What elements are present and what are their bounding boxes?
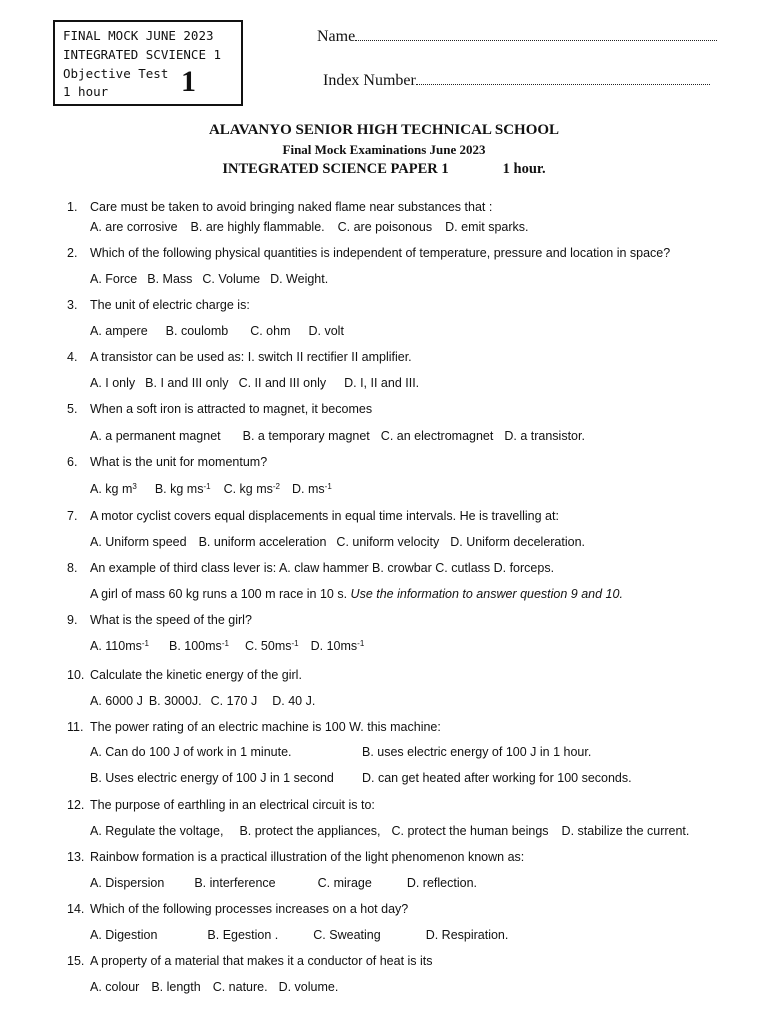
duration-label: 1 hour [63, 84, 109, 99]
question-number: 11. [67, 720, 84, 734]
option[interactable]: D. volt [308, 324, 344, 338]
answer-options [90, 271, 328, 287]
question-item [67, 199, 492, 215]
option[interactable] [224, 481, 280, 497]
option[interactable]: B. Uses electric energy of 100 J in 1 second [90, 771, 334, 785]
option-exponent: -1 [141, 639, 149, 648]
answer-options [90, 744, 591, 760]
option[interactable] [311, 638, 365, 654]
answer-options [90, 823, 689, 839]
question-text: The unit of electric charge is: [90, 298, 250, 312]
question-item [67, 953, 433, 969]
question-text: A transistor can be used as: I. switch II rectifier II amplifier. [90, 350, 412, 364]
option[interactable] [155, 481, 211, 497]
answer-options [90, 875, 477, 891]
option[interactable]: A. Regulate the voltage, [90, 824, 224, 838]
option[interactable]: A. Digestion [90, 928, 158, 942]
option[interactable] [292, 481, 332, 497]
question-item [67, 401, 372, 417]
question-number: 12. [67, 798, 85, 812]
option-text: A. 110ms [90, 639, 142, 653]
question-number: 7. [67, 509, 78, 523]
option[interactable]: A. ampere [90, 324, 148, 338]
option[interactable] [245, 638, 299, 654]
option[interactable]: D. stabilize the current. [561, 824, 690, 838]
option[interactable] [169, 638, 229, 654]
question-number: 5. [67, 402, 78, 416]
index-number-label: Index Number [323, 72, 416, 89]
question-number: 13. [67, 850, 85, 864]
option[interactable]: C. II and III only [238, 376, 327, 390]
question-number: 10. [67, 668, 85, 682]
option[interactable]: A. Can do 100 J of work in 1 minute. [90, 745, 292, 759]
test-type-label: Objective Test [63, 66, 169, 81]
option[interactable]: B. interference [194, 876, 276, 890]
option[interactable]: A. 6000 J [90, 694, 143, 708]
question-item [67, 797, 375, 813]
question-number: 3. [67, 298, 78, 312]
name-dotted-line [355, 26, 717, 41]
answer-options [90, 375, 419, 391]
question-number: 6. [67, 455, 78, 469]
option[interactable]: C. Sweating [313, 928, 381, 942]
option[interactable]: B. length [151, 980, 201, 994]
question-item [67, 297, 250, 313]
info-note [90, 586, 623, 602]
option[interactable] [90, 481, 137, 497]
option[interactable]: D. 40 J. [272, 694, 316, 708]
question-item [67, 719, 441, 735]
option[interactable]: B. coulomb [165, 324, 229, 338]
option[interactable]: C. are poisonous [337, 220, 433, 234]
option[interactable]: A. Uniform speed [90, 535, 187, 549]
answer-options [90, 428, 585, 444]
question-text: Care must be taken to avoid bringing naked flame near substances that : [90, 200, 493, 214]
option[interactable]: B. 3000J. [148, 694, 202, 708]
question-text: The purpose of earthling in an electrical circuit is to: [90, 798, 375, 812]
option-exponent: 3 [132, 482, 137, 491]
question-number: 1. [67, 200, 78, 214]
answer-options [90, 481, 332, 497]
option[interactable]: D. reflection. [406, 876, 477, 890]
question-text: What is the unit for momentum? [90, 455, 268, 469]
info-note-text: A girl of mass 60 kg runs a 100 m race in 10 s. [90, 587, 351, 601]
option[interactable]: C. an electromagnet [380, 429, 494, 443]
question-item [67, 454, 267, 470]
option[interactable]: B. uniform acceleration [198, 535, 327, 549]
option[interactable]: D. emit sparks. [445, 220, 529, 234]
option[interactable]: C. nature. [212, 980, 268, 994]
option[interactable]: D. Respiration. [425, 928, 509, 942]
option[interactable]: D. Weight. [270, 272, 329, 286]
exam-info-box [53, 20, 243, 106]
option-text: D. 10ms [310, 639, 358, 653]
option[interactable]: A. are corrosive [90, 220, 178, 234]
option[interactable]: D. can get heated after working for 100 seconds. [362, 771, 632, 785]
answer-options [90, 534, 585, 550]
question-item [67, 667, 302, 683]
question-text: What is the speed of the girl? [90, 613, 252, 627]
answer-options [90, 979, 338, 995]
paper-duration: 1 hour. [502, 161, 546, 177]
answer-options [90, 638, 364, 654]
question-item [67, 560, 554, 576]
question-text: When a soft iron is attracted to magnet, it becomes [90, 402, 373, 416]
option-text: C. kg ms [223, 482, 273, 496]
option[interactable]: C. mirage [317, 876, 372, 890]
option[interactable]: B. I and III only [145, 376, 229, 390]
school-name: ALAVANYO SENIOR HIGH TECHNICAL SCHOOL [208, 122, 560, 138]
option[interactable]: D. volume. [278, 980, 339, 994]
question-text: Calculate the kinetic energy of the girl. [90, 668, 302, 682]
option[interactable]: A. Force [90, 272, 138, 286]
question-number: 4. [67, 350, 78, 364]
option[interactable]: C. ohm [250, 324, 291, 338]
question-text: Which of the following processes increases on a hot day? [90, 902, 409, 916]
name-label: Name [317, 28, 356, 45]
info-note-instruction: Use the information to answer question 9 and 10. [350, 587, 623, 601]
question-text: The power rating of an electric machine is 100 W. this machine: [90, 720, 441, 734]
question-item [67, 849, 524, 865]
question-text: Which of the following physical quantities is independent of temperature, pressure and location in space? [90, 246, 671, 260]
option[interactable]: A. a permanent magnet [90, 429, 221, 443]
option-exponent: -1 [291, 639, 299, 648]
option[interactable]: D. I, II and III. [344, 376, 420, 390]
question-item [67, 245, 670, 261]
subject-label: INTEGRATED SCVIENCE 1 [63, 47, 222, 62]
exam-title-label: FINAL MOCK JUNE 2023 [63, 28, 214, 43]
option[interactable] [90, 638, 149, 654]
option-text: C. 50ms [244, 639, 292, 653]
option-text: B. 100ms [169, 639, 222, 653]
index-dotted-line [416, 70, 710, 85]
question-item [67, 612, 252, 628]
option[interactable]: A. I only [90, 376, 136, 390]
question-number: 15. [67, 954, 85, 968]
answer-options [90, 219, 529, 235]
index-number-field[interactable] [323, 70, 710, 90]
question-text: An example of third class lever is: A. claw hammer B. crowbar C. cutlass D. forceps. [90, 561, 555, 575]
option[interactable]: B. are highly flammable. [190, 220, 325, 234]
option-exponent: -1 [221, 639, 229, 648]
option[interactable]: B. Mass [147, 272, 193, 286]
option-exponent: -1 [357, 639, 365, 648]
answer-options [90, 770, 632, 786]
question-item [67, 349, 412, 365]
question-number: 14. [67, 902, 85, 916]
option[interactable]: A. Dispersion [90, 876, 165, 890]
option-exponent: -1 [203, 482, 211, 491]
question-number: 8. [67, 561, 78, 575]
paper-title-text: INTEGRATED SCIENCE PAPER 1 [222, 161, 449, 177]
option-text: D. ms [292, 482, 325, 496]
answer-options [90, 927, 508, 943]
option[interactable]: D. Uniform deceleration. [450, 535, 586, 549]
option-exponent: -2 [272, 482, 281, 491]
answer-options [90, 323, 344, 339]
option[interactable]: B. a temporary magnet [242, 429, 370, 443]
exam-name: Final Mock Examinations June 2023 [282, 142, 486, 157]
question-item [67, 508, 559, 524]
option[interactable]: D. a transistor. [504, 429, 585, 443]
option[interactable]: B. uses electric energy of 100 J in 1 hour. [362, 745, 592, 759]
option[interactable]: B. Egestion . [207, 928, 279, 942]
paper-title [0, 161, 768, 178]
question-text: A motor cyclist covers equal displacements in equal time intervals. He is travelling at: [90, 509, 559, 523]
question-text: A property of a material that makes it a conductor of heat is its [90, 954, 433, 968]
name-field[interactable] [317, 26, 717, 46]
option-text: A. kg m [90, 482, 133, 496]
question-item [67, 901, 408, 917]
option[interactable]: C. Volume [202, 272, 261, 286]
option-exponent: -1 [324, 482, 332, 491]
option[interactable]: B. protect the appliances, [239, 824, 381, 838]
question-number: 2. [67, 246, 78, 260]
answer-options [90, 693, 315, 709]
option[interactable]: C. protect the human beings [391, 824, 549, 838]
option[interactable]: A. colour [90, 980, 140, 994]
option[interactable]: C. uniform velocity [336, 535, 440, 549]
question-number: 9. [67, 613, 78, 627]
option-text: B. kg ms [154, 482, 204, 496]
option[interactable]: C. 170 J [210, 694, 258, 708]
question-text: Rainbow formation is a practical illustration of the light phenomenon known as: [90, 850, 525, 864]
paper-number: 1 [181, 65, 196, 98]
